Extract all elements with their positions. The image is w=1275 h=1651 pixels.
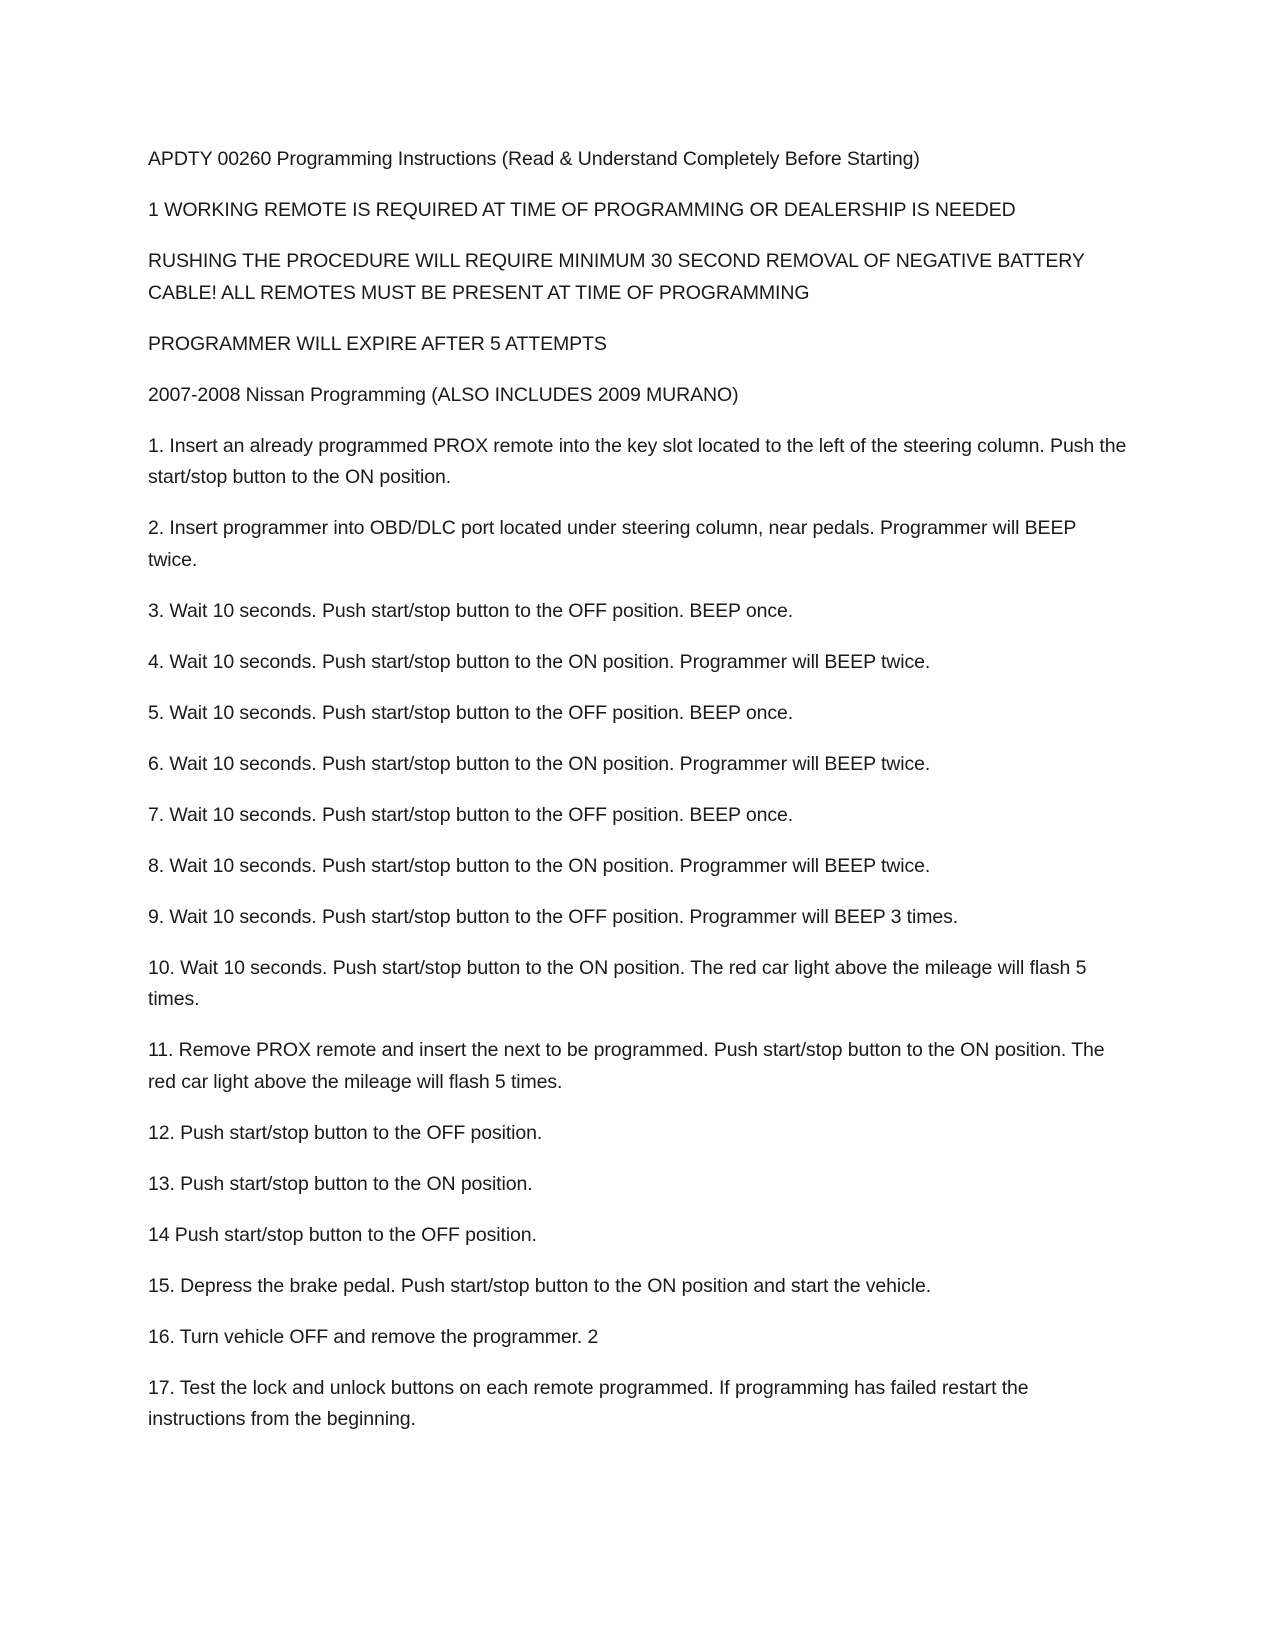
step-1: 1. Insert an already programmed PROX remote into the key slot located to the left of the steering column. Push the start/stop button to the ON position. <box>148 434 1127 488</box>
step-4: 4. Wait 10 seconds. Push start/stop button to the ON position. Programmer will BEEP twice. <box>148 650 931 673</box>
step-8: 8. Wait 10 seconds. Push start/stop button to the ON position. Programmer will BEEP twice. <box>148 854 931 877</box>
step-13: 13. Push start/stop button to the ON position. <box>148 1172 533 1195</box>
step-11: 11. Remove PROX remote and insert the next to be programmed. Push start/stop button to the ON position. The red car light above the mileage will flash 5 times. <box>148 1039 1105 1093</box>
step-2: 2. Insert programmer into OBD/DLC port located under steering column, near pedals. Programmer will BEEP twice. <box>148 517 1076 571</box>
notice-programmer-expire: PROGRAMMER WILL EXPIRE AFTER 5 ATTEMPTS <box>148 332 607 355</box>
document-title: APDTY 00260 Programming Instructions (Read & Understand Completely Before Starting) <box>148 148 920 170</box>
step-17: 17. Test the lock and unlock buttons on each remote programmed. If programming has failed restart the instructions from the beginning. <box>148 1376 1029 1430</box>
step-14: 14 Push start/stop button to the OFF position. <box>148 1223 537 1246</box>
step-16: 16. Turn vehicle OFF and remove the programmer. 2 <box>148 1325 599 1348</box>
step-9: 9. Wait 10 seconds. Push start/stop button to the OFF position. Programmer will BEEP 3 times. <box>148 905 959 928</box>
step-7: 7. Wait 10 seconds. Push start/stop button to the OFF position. BEEP once. <box>148 803 794 826</box>
section-heading: 2007-2008 Nissan Programming (ALSO INCLUDES 2009 MURANO) <box>148 383 739 406</box>
step-5: 5. Wait 10 seconds. Push start/stop button to the OFF position. BEEP once. <box>148 701 794 724</box>
step-3: 3. Wait 10 seconds. Push start/stop button to the OFF position. BEEP once. <box>148 599 794 622</box>
step-6: 6. Wait 10 seconds. Push start/stop button to the ON position. Programmer will BEEP twice. <box>148 752 931 775</box>
document-body <box>148 144 1128 1455</box>
step-15: 15. Depress the brake pedal. Push start/stop button to the ON position and start the vehicle. <box>148 1274 932 1297</box>
notice-rushing-procedure: RUSHING THE PROCEDURE WILL REQUIRE MINIMUM 30 SECOND REMOVAL OF NEGATIVE BATTERY CABLE! ALL REMOTES MUST BE PRESENT AT TIME OF PROGRAMMING <box>148 250 1085 304</box>
step-12: 12. Push start/stop button to the OFF position. <box>148 1121 543 1144</box>
notice-working-remote: 1 WORKING REMOTE IS REQUIRED AT TIME OF PROGRAMMING OR DEALERSHIP IS NEEDED <box>148 199 1016 221</box>
step-10: 10. Wait 10 seconds. Push start/stop button to the ON position. The red car light above the mileage will flash 5 times. <box>148 956 1087 1010</box>
